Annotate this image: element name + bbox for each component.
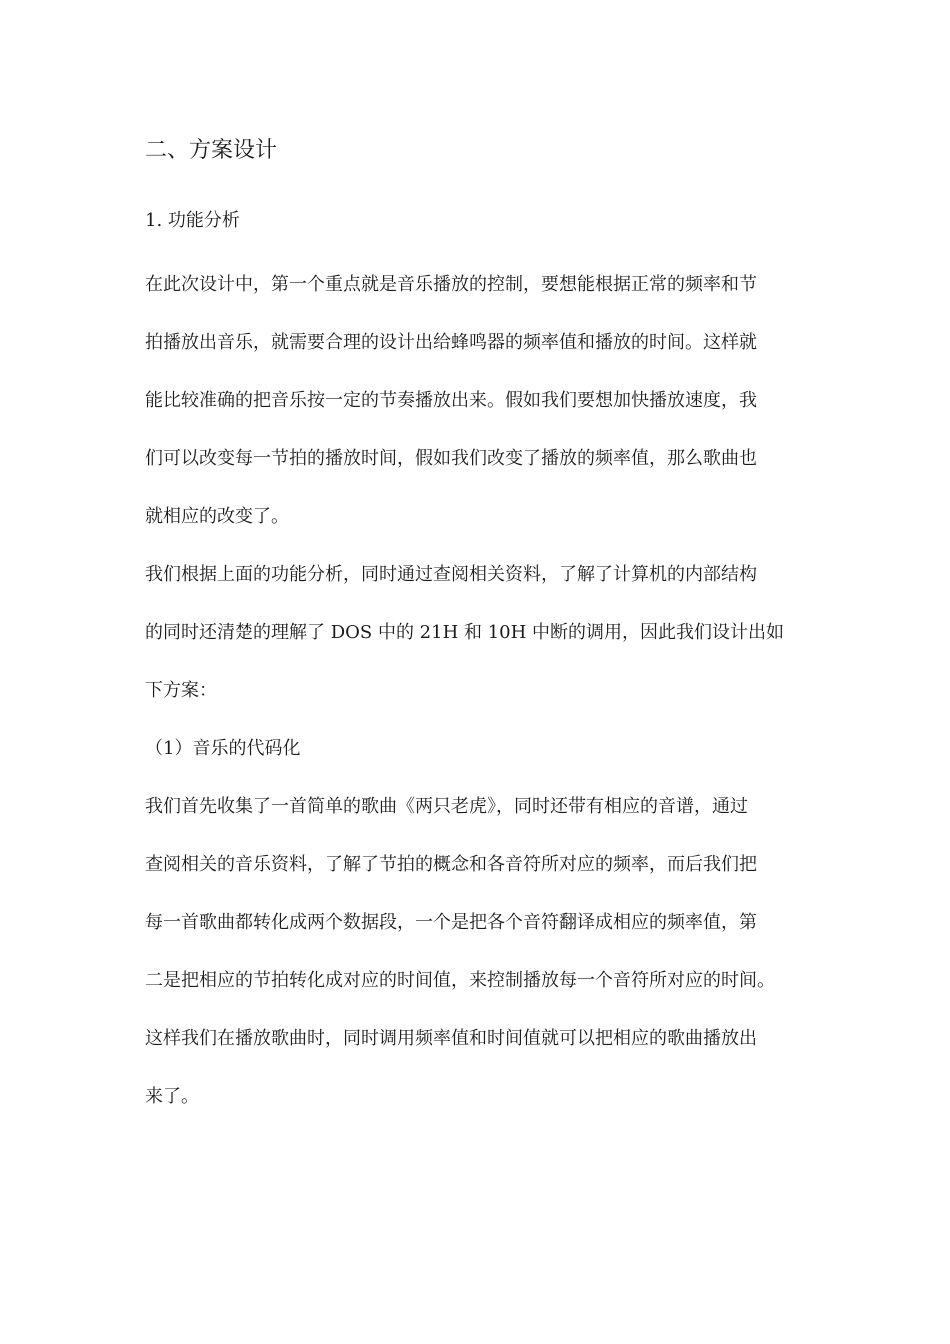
paragraph-function-analysis bbox=[145, 256, 810, 546]
paragraph-line: 我们首先收集了一首简单的歌曲《两只老虎》，同时还带有相应的音谱，通过 bbox=[145, 796, 748, 817]
section-title: 二、方案设计 bbox=[145, 138, 278, 163]
paragraph-line: 就相应的改变了。 bbox=[145, 506, 289, 527]
paragraph-line: 能比较准确的把音乐按一定的节奏播放出来。假如我们要想加快播放速度，我 bbox=[145, 390, 757, 411]
paragraph-music-encoding bbox=[145, 778, 810, 1126]
paragraph-line: 在此次设计中，第一个重点就是音乐播放的控制，要想能根据正常的频率和节 bbox=[145, 274, 757, 295]
paragraph-line: 每一首歌曲都转化成两个数据段，一个是把各个音符翻译成相应的频率值，第 bbox=[145, 912, 757, 933]
document-body bbox=[145, 128, 810, 1126]
item-title: （1）音乐的代码化 bbox=[145, 738, 301, 759]
subsection-title: 1. 功能分析 bbox=[145, 210, 240, 231]
paragraph-line: 二是把相应的节拍转化成对应的时间值，来控制播放每一个音符所对应的时间。 bbox=[145, 970, 775, 991]
paragraph-line: 查阅相关的音乐资料，了解了节拍的概念和各音符所对应的频率，而后我们把 bbox=[145, 854, 757, 875]
paragraph-line: 我们根据上面的功能分析，同时通过查阅相关资料，了解了计算机的内部结构 bbox=[145, 564, 757, 585]
paragraph-line: 来了。 bbox=[145, 1086, 199, 1107]
paragraph-line: 的同时还清楚的理解了 DOS 中的 21H 和 10H 中断的调用，因此我们设计出如 bbox=[145, 622, 785, 643]
paragraph-line: 这样我们在播放歌曲时，同时调用频率值和时间值就可以把相应的歌曲播放出 bbox=[145, 1028, 757, 1049]
paragraph-line: 拍播放出音乐，就需要合理的设计出给蜂鸣器的频率值和播放的时间。这样就 bbox=[145, 332, 757, 353]
paragraph-line: 下方案： bbox=[145, 680, 217, 701]
paragraph-design-basis bbox=[145, 546, 810, 720]
paragraph-line: 们可以改变每一节拍的播放时间，假如我们改变了播放的频率值，那么歌曲也 bbox=[145, 448, 757, 469]
